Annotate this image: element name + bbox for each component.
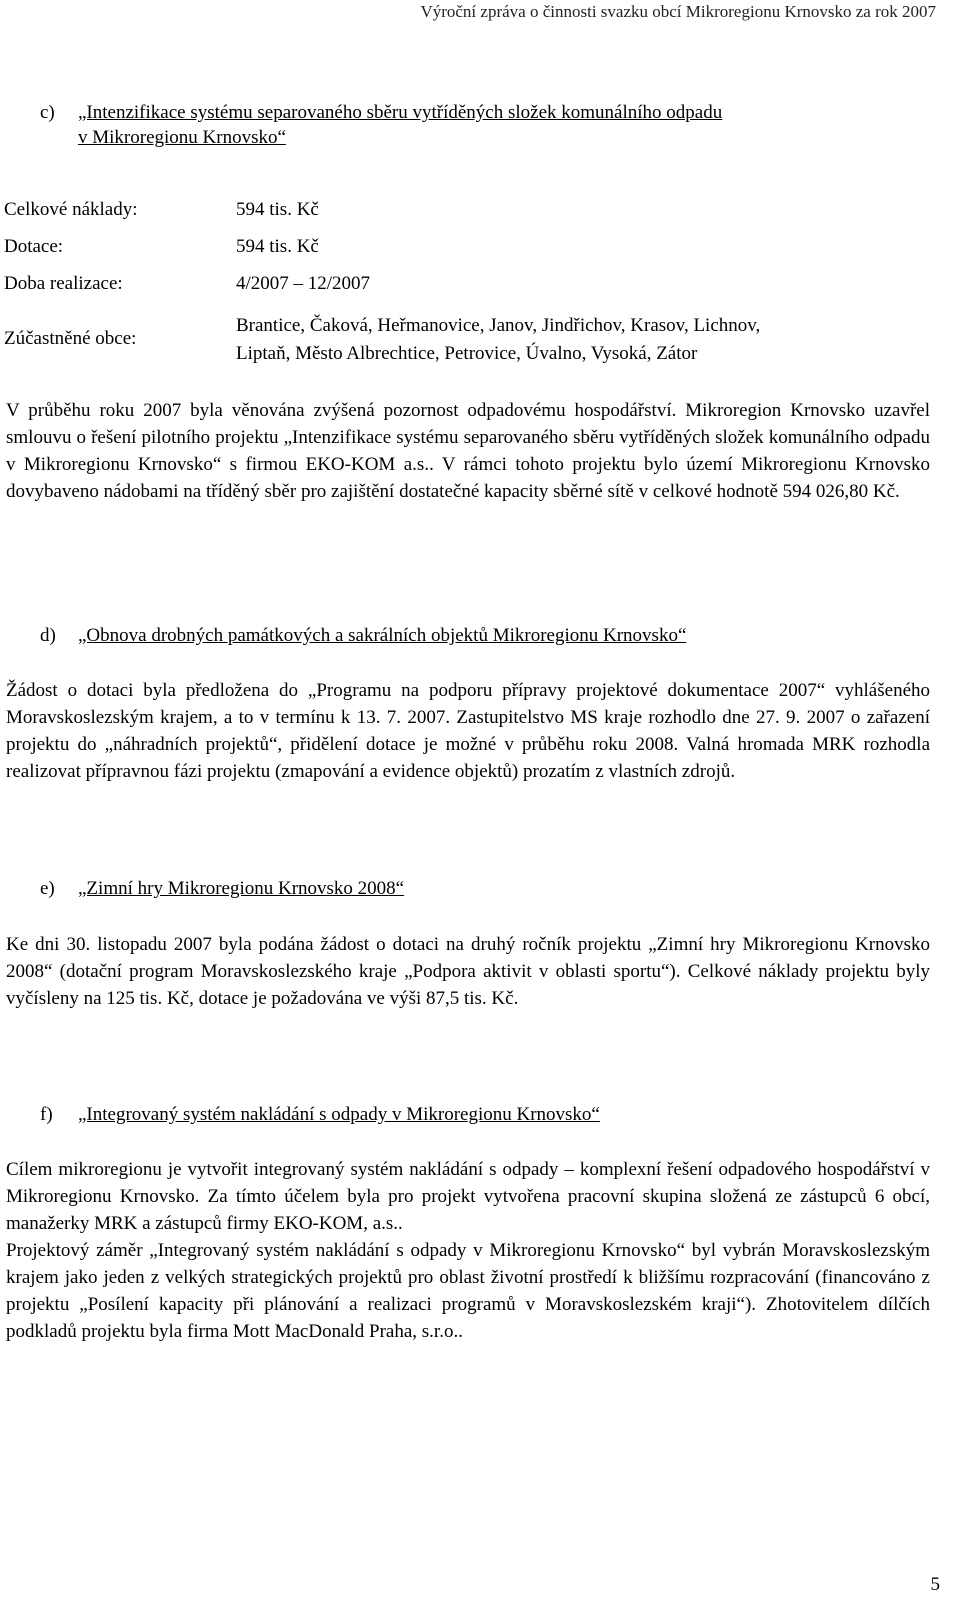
section-f-text-2: Projektový záměr „Integrovaný systém nakládání s odpady v Mikroregionu Krnovsko“ byl vybrán Moravskoslezským krajem jako jeden z velkých strategických projektů pro oblast životní prostředí k bližšímu rozpracování (financováno z projektu „Posílení kapacity při plánování a realizaci programů v Moravskoslezském kraji“). Zhotovitelem dílčích podkladů projektu byla firma Mott MacDonald Praha, s.r.o.. bbox=[6, 1240, 930, 1342]
section-d-paragraph bbox=[6, 677, 930, 785]
cost-value: 594 tis. Kč bbox=[236, 199, 319, 220]
section-e-paragraph bbox=[6, 931, 930, 1012]
municipalities-line1: Brantice, Čaková, Heřmanovice, Janov, Jindřichov, Krasov, Lichnov, bbox=[236, 315, 761, 336]
section-c-paragraph bbox=[6, 397, 930, 505]
section-e-title: „Zimní hry Mikroregionu Krnovsko 2008“ bbox=[78, 878, 405, 899]
subsidy-value: 594 tis. Kč bbox=[236, 236, 319, 257]
section-f-paragraph bbox=[6, 1156, 930, 1345]
section-c-heading bbox=[40, 100, 722, 150]
section-f-heading bbox=[40, 1102, 600, 1127]
section-d-text: Žádost o dotaci byla předložena do „Programu na podporu přípravy projektové dokumentace 2007“ vyhlášeného Moravskoslezským krajem, a to v termínu k 13. 7. 2007. Zastupitelstvo MS kraje rozhodlo dne 27. 9. 2007 o zařazení projektu do „náhradních projektů“, přidělení dotace je možné v průběhu roku 2008. Valná hromada MRK rozhodla realizovat přípravnou fázi projektu (zmapování a evidence objektů) prozatím z vlastních zdrojů. bbox=[6, 680, 930, 782]
section-c-title-cont: v Mikroregionu Krnovsko“ bbox=[78, 127, 286, 148]
section-e-heading bbox=[40, 876, 404, 901]
municipalities-label: Zúčastněné obce: bbox=[4, 328, 137, 349]
duration-label: Doba realizace: bbox=[4, 273, 123, 294]
subsidy-label: Dotace: bbox=[4, 236, 64, 257]
section-c-number: c) bbox=[40, 102, 55, 123]
section-c-title: „Intenzifikace systému separovaného sběru vytříděných složek komunálního odpadu bbox=[78, 102, 723, 123]
municipalities-line2: Liptaň, Město Albrechtice, Petrovice, Úvalno, Vysoká, Zátor bbox=[236, 343, 698, 364]
cost-label: Celkové náklady: bbox=[4, 199, 138, 220]
section-c-text: V průběhu roku 2007 byla věnována zvýšená pozornost odpadovému hospodářství. Mikroregion Krnovsko uzavřel smlouvu o řešení pilotního projektu „Intenzifikace systému separovaného sběru vytříděných složek komunálního odpadu v Mikroregionu Krnovsko“ s firmou EKO-KOM a.s.. V rámci tohoto projektu bylo území Mikroregionu Krnovsko dovybaveno nádobami na tříděný sběr pro zajištění dostatečné kapacity sběrné sítě v celkové hodnotě 594 026,80 Kč. bbox=[6, 400, 930, 502]
duration-value: 4/2007 – 12/2007 bbox=[236, 273, 371, 294]
section-f-number: f) bbox=[40, 1104, 53, 1125]
section-d-title: „Obnova drobných památkových a sakrálních objektů Mikroregionu Krnovsko“ bbox=[78, 625, 687, 646]
section-e-number: e) bbox=[40, 878, 55, 899]
section-f-title: „Integrovaný systém nakládání s odpady v Mikroregionu Krnovsko“ bbox=[78, 1104, 600, 1125]
page-number: 5 bbox=[930, 1574, 940, 1595]
section-f-text-1: Cílem mikroregionu je vytvořit integrovaný systém nakládání s odpady – komplexní řešení odpadového hospodářství v Mikroregionu Krnovsko. Za tímto účelem byla pro projekt vytvořena pracovní skupina složená ze zástupců 6 obcí, manažerky MRK a zástupců firmy EKO-KOM, a.s.. bbox=[6, 1159, 930, 1234]
section-e-text: Ke dni 30. listopadu 2007 byla podána žádost o dotaci na druhý ročník projektu „Zimní hry Mikroregionu Krnovsko 2008“ (dotační program Moravskoslezského kraje „Podpora aktivit v oblasti sportu“). Celkové náklady projektu byly vyčísleny na 125 tis. Kč, dotace je požadována ve výši 87,5 tis. Kč. bbox=[6, 934, 930, 1009]
section-d-heading bbox=[40, 623, 686, 648]
running-header: Výroční zpráva o činnosti svazku obcí Mikroregionu Krnovsko za rok 2007 bbox=[420, 2, 936, 21]
section-d-number: d) bbox=[40, 625, 56, 646]
